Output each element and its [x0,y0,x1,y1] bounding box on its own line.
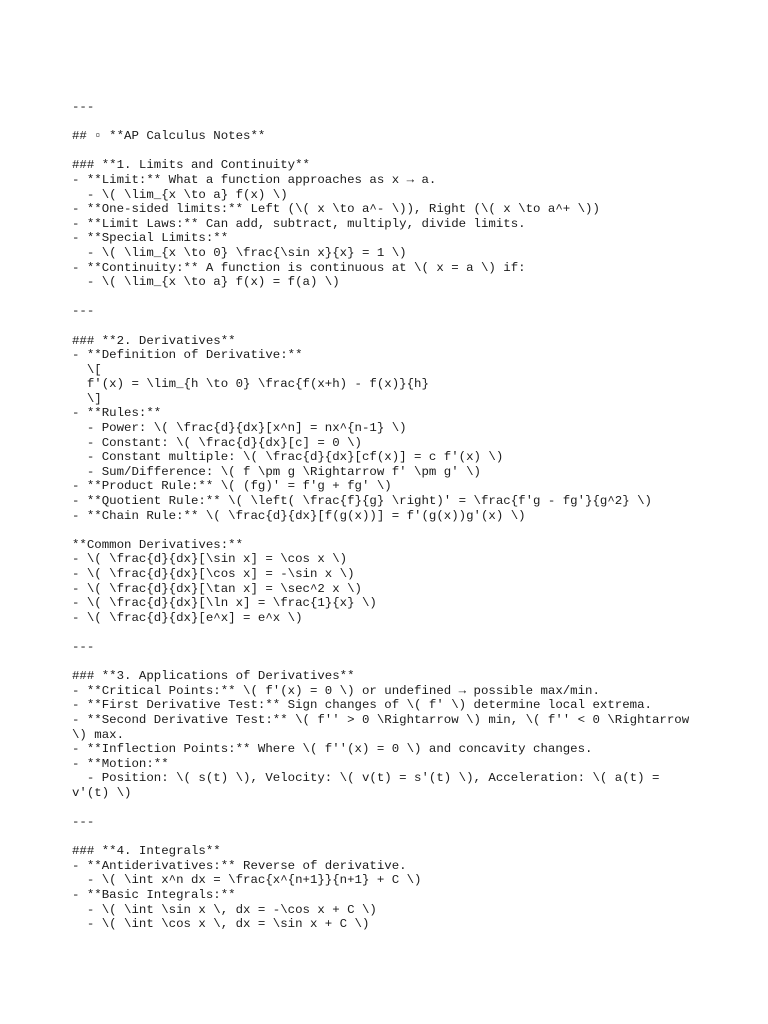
blank-line [72,830,712,845]
blank-line [72,625,712,640]
text-line: - **Definition of Derivative:** [72,348,303,363]
text-line: - **Critical Points:** \( f'(x) = 0 \) or undefined → possible max/min. [72,683,600,698]
text-line: - **Chain Rule:** \( \frac{d}{dx}[f(g(x))] = f'(g(x))g'(x) \) [72,508,526,523]
text-line: - **Limit Laws:** Can add, subtract, multiply, divide limits. [72,216,526,231]
text-line: \[ [72,362,102,377]
blank-line [72,290,712,305]
text-line: - Power: \( \frac{d}{dx}[x^n] = nx^{n-1} \) [72,421,407,436]
text-line: - **Second Derivative Test:** \( f'' > 0 \Rightarrow \) min, \( f'' < 0 \Rightarrow [72,712,690,727]
text-line: - **Motion:** [72,756,169,771]
text-line: - **Product Rule:** \( (fg)' = f'g + fg' \) [72,479,392,494]
text-line: - Constant multiple: \( \frac{d}{dx}[cf(x)] = c f'(x) \) [72,450,504,465]
text-line: - **Antiderivatives:** Reverse of derivative. [72,858,407,873]
blank-line [72,655,712,670]
text-line: --- [72,100,95,114]
text-line: - \( \frac{d}{dx}[\ln x] = \frac{1}{x} \) [72,596,377,611]
blank-line [72,523,712,538]
blank-line [72,144,712,159]
text-line: - **First Derivative Test:** Sign changes of \( f' \) determine local extrema. [72,698,652,713]
text-line: - \( \int \sin x \, dx = -\cos x + C \) [72,902,377,917]
text-line: - \( \int \cos x \, dx = \sin x + C \) [72,917,370,932]
text-line: - Constant: \( \frac{d}{dx}[c] = 0 \) [72,435,362,450]
text-line: - **Quotient Rule:** \( \left( \frac{f}{g} \right)' = \frac{f'g - fg'}{g^2} \) [72,494,652,509]
blank-line [72,801,712,816]
text-line: - Sum/Difference: \( f \pm g \Rightarrow f' \pm g' \) [72,464,481,479]
text-line: --- [72,815,95,830]
text-line: ### **4. Integrals** [72,844,221,859]
text-line: - **Continuity:** A function is continuous at \( x = a \) if: [72,260,526,275]
text-line: - **Rules:** [72,406,162,421]
text-line: - **Inflection Points:** Where \( f''(x) = 0 \) and concavity changes. [72,742,593,757]
text-line: - \( \frac{d}{dx}[\cos x] = -\sin x \) [72,567,355,581]
text-line: - \( \frac{d}{dx}[\tan x] = \sec^2 x \) [72,581,362,596]
text-line: - \( \lim_{x \to a} f(x) = f(a) \) [72,275,340,290]
document-body [72,100,712,932]
blank-line [72,319,712,334]
text-line: \] [72,391,102,406]
text-line: f'(x) = \lim_{h \to 0} \frac{f(x+h) - f(x)}{h} [72,377,429,392]
text-line: **Common Derivatives:** [72,537,244,552]
text-line: - Position: \( s(t) \), Velocity: \( v(t) = s'(t) \), Acceleration: \( a(t) = [72,771,660,786]
text-line: - **Special Limits:** [72,231,229,246]
blank-line [72,115,712,130]
text-line: ### **3. Applications of Derivatives** [72,669,355,684]
text-line: - \( \lim_{x \to 0} \frac{\sin x}{x} = 1 \) [72,245,407,260]
text-line: ## ▫ **AP Calculus Notes** [72,129,266,144]
text-line: --- [72,639,95,654]
text-line: v'(t) \) [72,785,132,800]
text-line: - \( \frac{d}{dx}[\sin x] = \cos x \) [72,552,348,567]
text-line: - \( \frac{d}{dx}[e^x] = e^x \) [72,610,303,625]
text-line: - \( \int x^n dx = \frac{x^{n+1}}{n+1} + C \) [72,873,422,888]
text-line: --- [72,304,95,319]
text-line: - **Limit:** What a function approaches as x → a. [72,172,437,187]
text-line: ### **2. Derivatives** [72,333,236,348]
text-line: \) max. [72,727,125,742]
text-line: ### **1. Limits and Continuity** [72,158,310,173]
text-line: - **Basic Integrals:** [72,888,236,903]
text-line: - **One-sided limits:** Left (\( x \to a^- \)), Right (\( x \to a^+ \)) [72,202,600,217]
text-line: - \( \lim_{x \to a} f(x) \) [72,187,288,202]
